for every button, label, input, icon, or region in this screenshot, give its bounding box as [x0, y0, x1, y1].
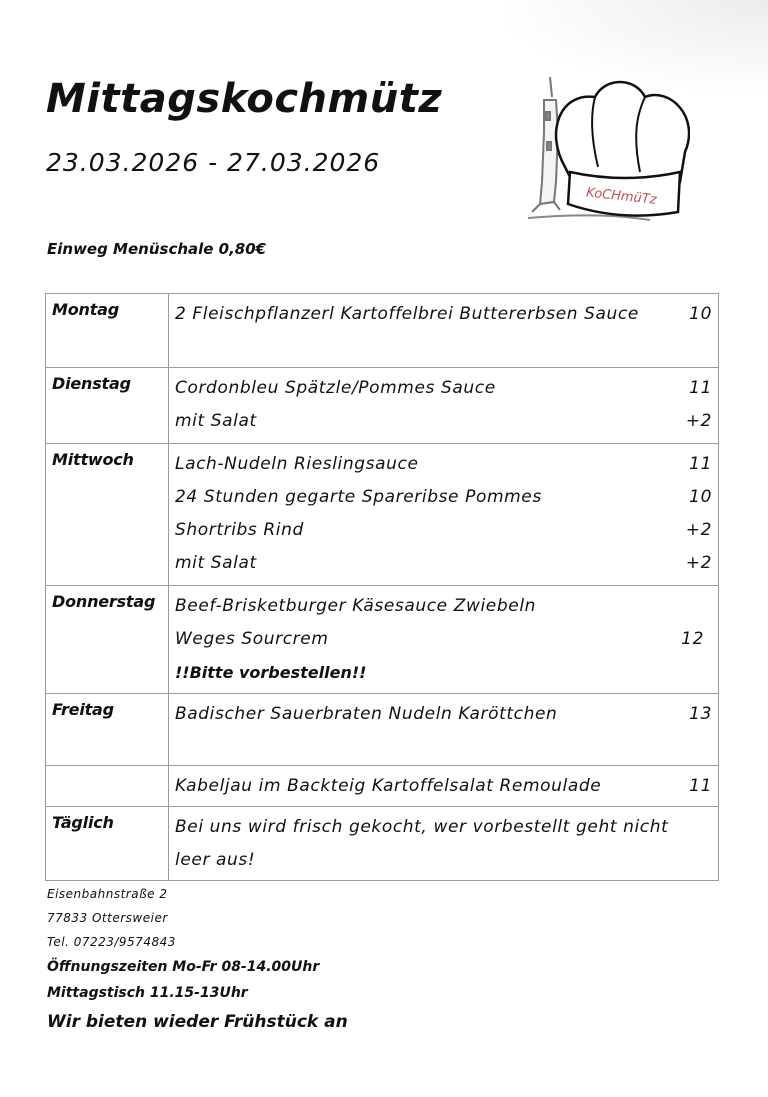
- packaging-note: Einweg Menüschale 0,80€: [47, 240, 267, 258]
- day-label: Montag: [46, 294, 169, 368]
- item-price: 10: [689, 304, 712, 324]
- item-text: leer aus!: [175, 850, 256, 870]
- item-price: +2: [685, 520, 712, 540]
- item-price: 10: [689, 487, 712, 507]
- item-text: 24 Stunden gegarte Spareribse Pommes: [175, 487, 542, 507]
- menu-item: [175, 811, 712, 844]
- item-text: Shortribs Rind: [175, 520, 304, 540]
- hat-top: [556, 82, 689, 182]
- day-label: Freitag: [46, 694, 169, 766]
- table-row-montag: [46, 294, 719, 368]
- page-title: Mittagskochmütz: [46, 76, 443, 122]
- item-text: mit Salat: [175, 411, 257, 431]
- logo-text: KoCHmüTz: [585, 185, 658, 208]
- item-text: Kabeljau im Backteig Kartoffelsalat Remoulade: [175, 776, 602, 796]
- menu-item: [175, 298, 712, 331]
- item-text: Bei uns wird frisch gekocht, wer vorbestellt geht nicht: [175, 817, 669, 837]
- item-price: 11: [689, 776, 712, 796]
- preorder-note: [175, 656, 712, 689]
- footer: [47, 882, 348, 1038]
- item-price: +2: [685, 553, 712, 573]
- menu-item: [175, 448, 712, 481]
- item-text: Cordonbleu Spätzle/Pommes Sauce: [175, 378, 496, 398]
- menu-item: [175, 698, 712, 731]
- item-text: Badischer Sauerbraten Nudeln Karöttchen: [175, 704, 558, 724]
- phone-number: Tel. 07223/9574843: [47, 935, 176, 949]
- item-text: !!Bitte vorbestellen!!: [175, 663, 367, 682]
- table-row-taeglich: [46, 807, 719, 881]
- breakfast-note: Wir bieten wieder Frühstück an: [47, 1012, 348, 1032]
- item-price: +2: [685, 411, 712, 431]
- item-text: Weges Sourcrem: [175, 629, 329, 649]
- menu-item: [175, 844, 712, 877]
- menu-item: [175, 405, 712, 438]
- day-label: [46, 766, 169, 807]
- chef-hat-logo-icon: [520, 72, 690, 227]
- item-text: Beef-Brisketburger Käsesauce Zwiebeln: [175, 596, 537, 616]
- address-city: 77833 Ottersweier: [47, 911, 168, 925]
- day-label: Täglich: [46, 807, 169, 881]
- menu-item: [175, 623, 712, 656]
- menu-item: [175, 547, 712, 580]
- menu-table: [45, 293, 719, 881]
- menu-item: [175, 590, 712, 623]
- item-text: 2 Fleischpflanzerl Kartoffelbrei Buttererbsen Sauce: [175, 304, 639, 324]
- table-row-mittwoch: [46, 444, 719, 586]
- opening-hours: Öffnungszeiten Mo-Fr 08-14.00Uhr: [47, 959, 320, 975]
- table-row-freitag: [46, 694, 719, 766]
- day-label: Donnerstag: [46, 586, 169, 694]
- table-row-dienstag: [46, 368, 719, 444]
- menu-item: [175, 481, 712, 514]
- item-text: Lach-Nudeln Rieslingsauce: [175, 454, 419, 474]
- table-row-extra: [46, 766, 719, 807]
- address-street: Eisenbahnstraße 2: [47, 887, 168, 901]
- day-label: Dienstag: [46, 368, 169, 444]
- item-price: 13: [689, 704, 712, 724]
- menu-item: [175, 770, 712, 803]
- table-row-donnerstag: [46, 586, 719, 694]
- lunch-hours: Mittagstisch 11.15-13Uhr: [47, 985, 248, 1001]
- menu-item: [175, 514, 712, 547]
- menu-item: [175, 372, 712, 405]
- item-price: 11: [689, 454, 712, 474]
- item-price: 11: [689, 378, 712, 398]
- item-text: mit Salat: [175, 553, 257, 573]
- day-label: Mittwoch: [46, 444, 169, 586]
- item-price: 12: [681, 629, 704, 649]
- date-range: 23.03.2026 - 27.03.2026: [46, 148, 381, 177]
